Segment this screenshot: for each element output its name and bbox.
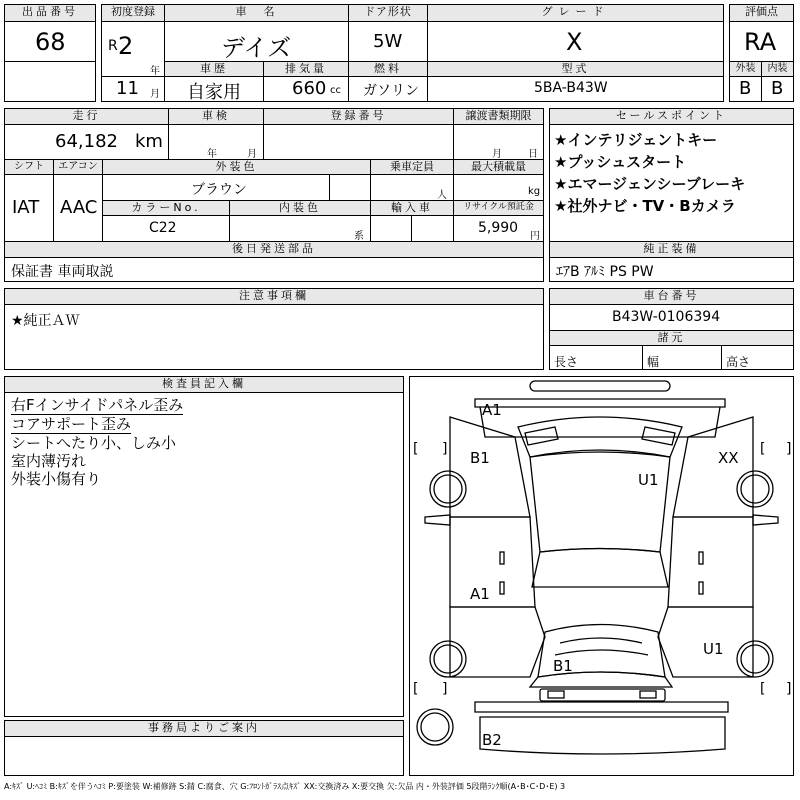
color-no: C22 [149, 220, 177, 236]
score: RA [744, 28, 777, 56]
wheel-fl [430, 471, 466, 507]
lot-label: 出品番号 [4, 4, 96, 22]
parts-label: 後日発送部品 [4, 241, 544, 258]
rear-glass-line-2 [555, 650, 648, 655]
inspector-cell [4, 392, 404, 717]
damage-mark: A1 [470, 585, 490, 603]
mileage-unit: km [135, 131, 163, 152]
sales-item: ★社外ナビ・TV・Bカメラ [554, 197, 736, 215]
ext-grade: B [739, 78, 752, 99]
rear-bumper-bottom [480, 717, 725, 754]
lot-cell [4, 21, 96, 62]
history-label: 車歴 [164, 61, 264, 77]
color-no-label: カラーNo. [102, 200, 230, 216]
damage-mark: U1 [638, 471, 659, 489]
height-cell [721, 345, 794, 370]
caution-label: 注意事項欄 [4, 288, 544, 305]
mileage: 64,182 [55, 131, 118, 152]
caution: ★純正ＡＷ [11, 313, 80, 329]
grade: X [566, 28, 583, 56]
wheel-rr [737, 641, 773, 677]
int-label: 内装 [761, 61, 794, 77]
history-cell [164, 76, 264, 102]
length-label: 長さ [554, 355, 579, 369]
int-color-label: 内装色 [229, 200, 371, 216]
damage-mark: B1 [470, 449, 490, 467]
rear-light-left [548, 691, 564, 698]
right-mirror [753, 515, 778, 525]
ac: AAC [60, 197, 98, 218]
roof [530, 452, 670, 552]
sales-item: ★プッシュスタート [554, 153, 687, 171]
displacement-unit: cc [330, 85, 341, 96]
door-type: 5W [373, 31, 403, 52]
bracket: [ [413, 441, 419, 457]
spare-wheel [417, 709, 453, 745]
caution-cell [4, 304, 544, 370]
bracket: [ [413, 681, 419, 697]
inspector-note: コアサポート歪み [11, 415, 132, 433]
ac-cell [53, 174, 103, 242]
capacity-unit: 人 [437, 190, 447, 201]
reg-month: 11 [116, 78, 139, 99]
bracket: ] [442, 681, 448, 697]
reg-year: 2 [118, 32, 134, 60]
int-color-unit: 系 [354, 231, 364, 242]
ext-cell [729, 76, 762, 102]
bracket: [ [760, 441, 766, 457]
inspector-note: 外装小傷有り [11, 470, 102, 488]
insp-month-unit: 月 [247, 149, 257, 160]
left-door-handle [500, 552, 504, 564]
transfer-month-unit: 月 [492, 149, 502, 160]
first-reg-month-cell [101, 76, 165, 102]
wiper-left [525, 427, 558, 445]
ac-label: エアコン [53, 159, 103, 175]
bracket: [ [760, 681, 766, 697]
front-panel [475, 399, 725, 407]
right-front-door [673, 417, 753, 517]
import-cell-a [370, 215, 412, 242]
inspection-label: 車検 [168, 108, 264, 125]
ext-color: ブラウン [191, 182, 247, 198]
rear-glass-line [560, 638, 642, 643]
wheel-rl [430, 641, 466, 677]
equipment: ｴｱB ｱﾙﾐ PS PW [556, 264, 654, 280]
right-door-handle [699, 552, 703, 564]
transfer-cell [453, 124, 544, 160]
mileage-label: 走行 [4, 108, 169, 125]
damage-mark: B1 [553, 657, 573, 675]
shift-cell [4, 174, 54, 242]
car-diagram-svg [410, 377, 793, 775]
insp-year-unit: 年 [207, 149, 217, 160]
recycle-cell [453, 215, 544, 242]
left-rear-door [450, 517, 535, 607]
ext-color-label: 外装色 [102, 159, 371, 175]
capacity-cell [370, 174, 454, 201]
era: R [108, 38, 118, 54]
bracket: ] [442, 441, 448, 457]
load-unit: kg [528, 186, 541, 197]
office-cell [4, 736, 404, 776]
left-mirror [425, 515, 450, 525]
mileage-cell [4, 124, 169, 160]
year-unit: 年 [150, 66, 160, 77]
rear-window-upper [532, 549, 668, 588]
displacement: 660 [292, 78, 327, 99]
displacement-label: 排気量 [263, 61, 349, 77]
wheel-fr [737, 471, 773, 507]
car-diagram [409, 376, 794, 776]
first-reg-label: 初度登録 [101, 4, 165, 22]
recycle-unit: 円 [530, 231, 540, 242]
inspector-note: シートへたり小、しみ小 [11, 434, 177, 452]
model-code: 5BA-B43W [534, 80, 608, 96]
wiper-right [642, 427, 675, 445]
grade-cell [427, 21, 724, 62]
left-door-handle-rear [500, 582, 504, 594]
reg-label: 登録番号 [263, 108, 454, 125]
right-door-handle-rear [699, 582, 703, 594]
int-cell [761, 76, 794, 102]
sales-label: セールスポイント [549, 108, 794, 125]
inspector-note: 右Fインサイドパネル歪み [11, 396, 184, 414]
bracket: ] [786, 681, 792, 697]
score-cell [729, 21, 794, 62]
equipment-label: 純正装備 [549, 241, 794, 258]
import-label: 輸入車 [370, 200, 454, 216]
hood [480, 407, 720, 437]
sales-item: ★インテリジェントキー [554, 131, 718, 149]
reg-cell [263, 124, 454, 160]
sales-cell [549, 124, 794, 242]
door-cell [348, 21, 428, 62]
legend: A:ｷｽﾞ U:ﾍｺﾐ B:ｷｽﾞを伴うﾍｺﾐ P:要塗装 W:補修跡 S:錆 C:腐食、穴 G:ﾌﾛﾝﾄｶﾞﾗｽ点ｷｽﾞ XX:交換済み X:要交換 欠:欠品 内・外装評価 5段階ﾗﾝｸ順(A･B･C･D･E) 3 [4, 782, 566, 791]
fuel-label: 燃料 [348, 61, 428, 77]
int-color-cell [229, 215, 371, 242]
bracket: ] [786, 441, 792, 457]
import-cell-b [411, 215, 454, 242]
parts: 保証書 車両取説 [11, 264, 114, 280]
right-rear-door [668, 517, 753, 607]
length-cell [549, 345, 643, 370]
inspection-cell [168, 124, 264, 160]
first-reg-year-cell [101, 21, 165, 77]
grade-label: グレード [427, 4, 724, 22]
door-label: ドア形状 [348, 4, 428, 22]
month-unit: 月 [150, 89, 160, 100]
dims-label: 諸元 [549, 330, 794, 346]
shift: IAT [12, 197, 40, 218]
equipment-cell [549, 257, 794, 282]
damage-mark: XX [718, 449, 739, 467]
ext-color-sub-cell [329, 174, 371, 201]
sales-item: ★エマージェンシーブレーキ [554, 175, 746, 193]
rear-light-right [640, 691, 656, 698]
chassis-cell [549, 304, 794, 331]
inspector-label: 検査員記入欄 [4, 376, 404, 393]
fuel-cell [348, 76, 428, 102]
score-label: 評価点 [729, 4, 794, 22]
history: 自家用 [187, 82, 241, 102]
ext-color-cell [102, 174, 330, 201]
name-label: 車 名 [164, 4, 349, 22]
damage-mark: B2 [482, 731, 502, 749]
transfer-day-unit: 日 [528, 149, 538, 160]
inspector-note: 室内薄汚れ [11, 452, 87, 470]
left-front-door [450, 417, 530, 517]
displacement-cell [263, 76, 349, 102]
height-label: 高さ [726, 355, 751, 369]
parts-cell [4, 257, 544, 282]
transfer-label: 譲渡書類期限 [453, 108, 544, 125]
office-label: 事務局よりご案内 [4, 720, 404, 737]
color-no-cell [102, 215, 230, 242]
recycle-label: リサイクル預託金 [453, 200, 544, 216]
int-grade: B [771, 78, 784, 99]
fuel: ガソリン [363, 83, 419, 99]
lot-number: 68 [35, 28, 66, 56]
model-label: 型式 [427, 61, 724, 77]
chassis-label: 車台番号 [549, 288, 794, 305]
name-cell [164, 21, 349, 62]
hatch [530, 672, 672, 687]
shift-label: シフト [4, 159, 54, 175]
chassis-number: B43W-0106394 [612, 309, 721, 325]
damage-mark: U1 [703, 640, 724, 658]
front-bumper-top [530, 381, 670, 391]
ext-label: 外装 [729, 61, 762, 77]
recycle: 5,990 [478, 220, 519, 236]
width-cell [642, 345, 722, 370]
model-cell [427, 76, 724, 102]
rear-bumper [475, 702, 728, 712]
damage-mark: A1 [482, 401, 502, 419]
car-name: デイズ [221, 34, 292, 62]
load-label: 最大積載量 [453, 159, 544, 175]
lot-blank [4, 61, 96, 102]
width-label: 幅 [647, 355, 660, 369]
capacity-label: 乗車定員 [370, 159, 454, 175]
load-cell [453, 174, 544, 201]
